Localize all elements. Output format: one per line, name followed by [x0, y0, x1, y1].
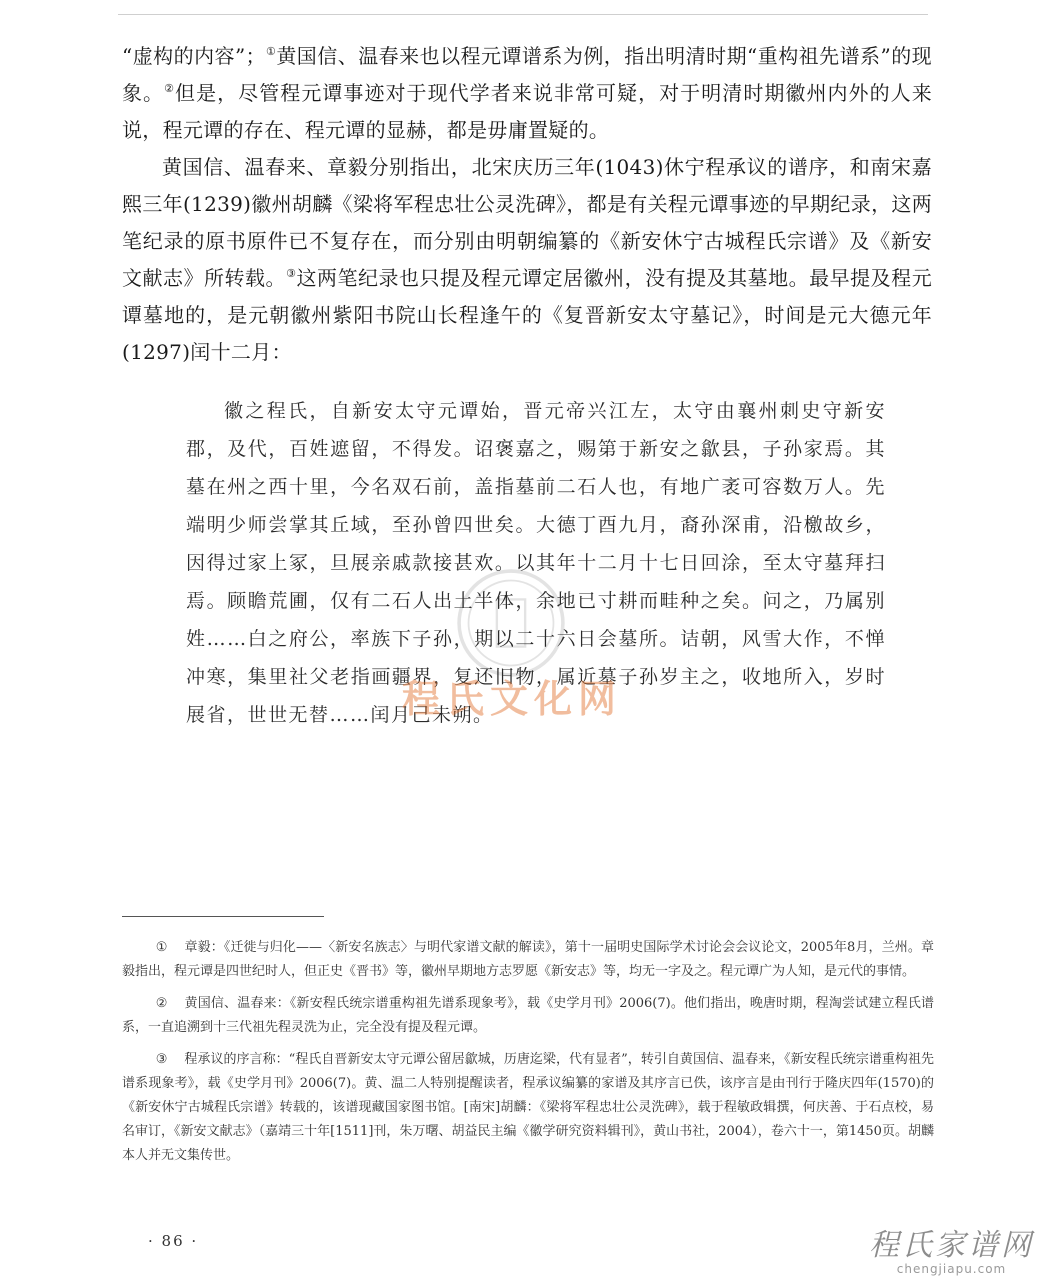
footnote-ref-1[interactable]: ①: [265, 45, 277, 58]
footer-watermark: [869, 1220, 1034, 1276]
footnote-rule: [122, 916, 324, 917]
paragraph-1: [122, 38, 932, 149]
p1-text-c: 但是，尽管程元谭事迹对于现代学者来说非常可疑，对于明清时期徽州内外的人来说，程元谭的存在、程元谭的显赫，都是毋庸置疑的。: [122, 81, 932, 142]
p1-text-a: “虚构的内容”；: [122, 44, 266, 68]
page-number: · 86 ·: [148, 1232, 199, 1250]
footnote-ref-3[interactable]: ③: [286, 267, 297, 280]
footnote-ref-2[interactable]: ②: [164, 82, 176, 95]
footnote-text: 章毅：《迁徙与归化——〈新安名族志〉与明代家谱文献的解读》，第十一届明史国际学术讨论会会议论文，2005年8月，兰州。章毅指出，程元谭是四世纪时人，但正史《晋书》等，徽州早期地方志罗愿《新安志》等，均无一字及之。程元谭广为人知，是元代的事情。: [122, 940, 934, 979]
p1-text-b: 黄国信、温春来也以程元谭谱系为例，指出明清时期“重构祖先谱系”的现象。: [122, 44, 932, 105]
footnotes: [122, 936, 934, 1176]
main-body: [122, 38, 932, 371]
footnote-number: ③: [155, 1052, 168, 1067]
footer-watermark-title: 程氏家谱网: [869, 1228, 1034, 1263]
footnote-number: ①: [155, 940, 168, 955]
p2-text-b: 这两笔纪录也只提及程元谭定居徽州，没有提及其墓地。最早提及程元谭墓地的，是元朝徽州紫阳书院山长程逢午的《复晋新安太守墓记》，时间是元大德元年(1297)闰十二月：: [122, 266, 932, 364]
footnote-3: [122, 1048, 934, 1168]
paragraph-2: [122, 149, 932, 371]
footnote-1: [122, 936, 934, 984]
center-watermark: 程氏文化网: [402, 677, 623, 721]
p2-text-a: 黄国信、温春来、章毅分别指出，北宋庆历三年(1043)休宁程承议的谱序，和南宋嘉熙三年(1239)徽州胡麟《梁将军程忠壮公灵洗碑》，都是有关程元谭事迹的早期纪录，这两笔纪录的原书原件已不复存在，而分别由明朝编纂的《新安休宁古城程氏宗谱》及《新安文献志》所转载。: [122, 155, 932, 290]
footnote-text: 黄国信、温春来：《新安程氏统宗谱重构祖先谱系现象考》，载《史学月刊》2006(7)。他们指出，晚唐时期，程淘尝试建立程氏谱系，一直追溯到十三代祖先程灵洗为止，完全没有提及程元谭。: [122, 996, 934, 1035]
quote-text: 徽之程氏，自新安太守元谭始，晋元帝兴江左，太守由襄州刺史守新安郡，及代，百姓遮留，不得发。诏褒嘉之，赐第于新安之歙县，子孙家焉。其墓在州之西十里，今名双石前，盖指墓前二石人也，有地广袤可容数万人。先端明少师尝掌其丘域，至孙曾四世矣。大德丁酉九月，裔孙深甫，沿檄故乡，因得过家上冢，旦展亲戚款接甚欢。以其年十二月十七日回涂，至太守墓拜扫焉。顾瞻荒圃，仅有二石人出土半体，余地已寸耕而畦种之矣。问之，乃属别姓……白之府公，率族下子孙，期以二十六日会墓所。诘朝，风雪大作，不惮冲寒，集里社父老指画疆界，复还旧物，属近墓子孙岁主之，收地所入，岁时展省，世世无替……闰月己未朔。: [186, 400, 886, 726]
footnote-number: ②: [155, 996, 168, 1011]
top-rule: [118, 14, 928, 15]
footer-watermark-url[interactable]: chengjiapu.com: [896, 1262, 1007, 1276]
footnote-text: 程承议的序言称：“程氏自晋新安太守元谭公留居歙城，历唐迄梁，代有显者”，转引自黄国信、温春来，《新安程氏统宗谱重构祖先谱系现象考》，载《史学月刊》2006(7)。黄、温二人特别提醒读者，程承议编纂的家谱及其序言已佚，该序言是由刊行于隆庆四年(1570)的《新安休宁古城程氏宗谱》转载的，该谱现藏国家图书馆。[南宋]胡麟：《梁将军程忠壮公灵洗碑》，载于程敏政辑撰，何庆善、于石点校，易名审订，《新安文献志》（嘉靖三十年[1511]刊，朱万曙、胡益民主编《徽学研究资料辑刊》，黄山书社，2004），卷六十一，第1450页。胡麟本人并无文集传世。: [122, 1052, 934, 1163]
footnote-2: [122, 992, 934, 1040]
